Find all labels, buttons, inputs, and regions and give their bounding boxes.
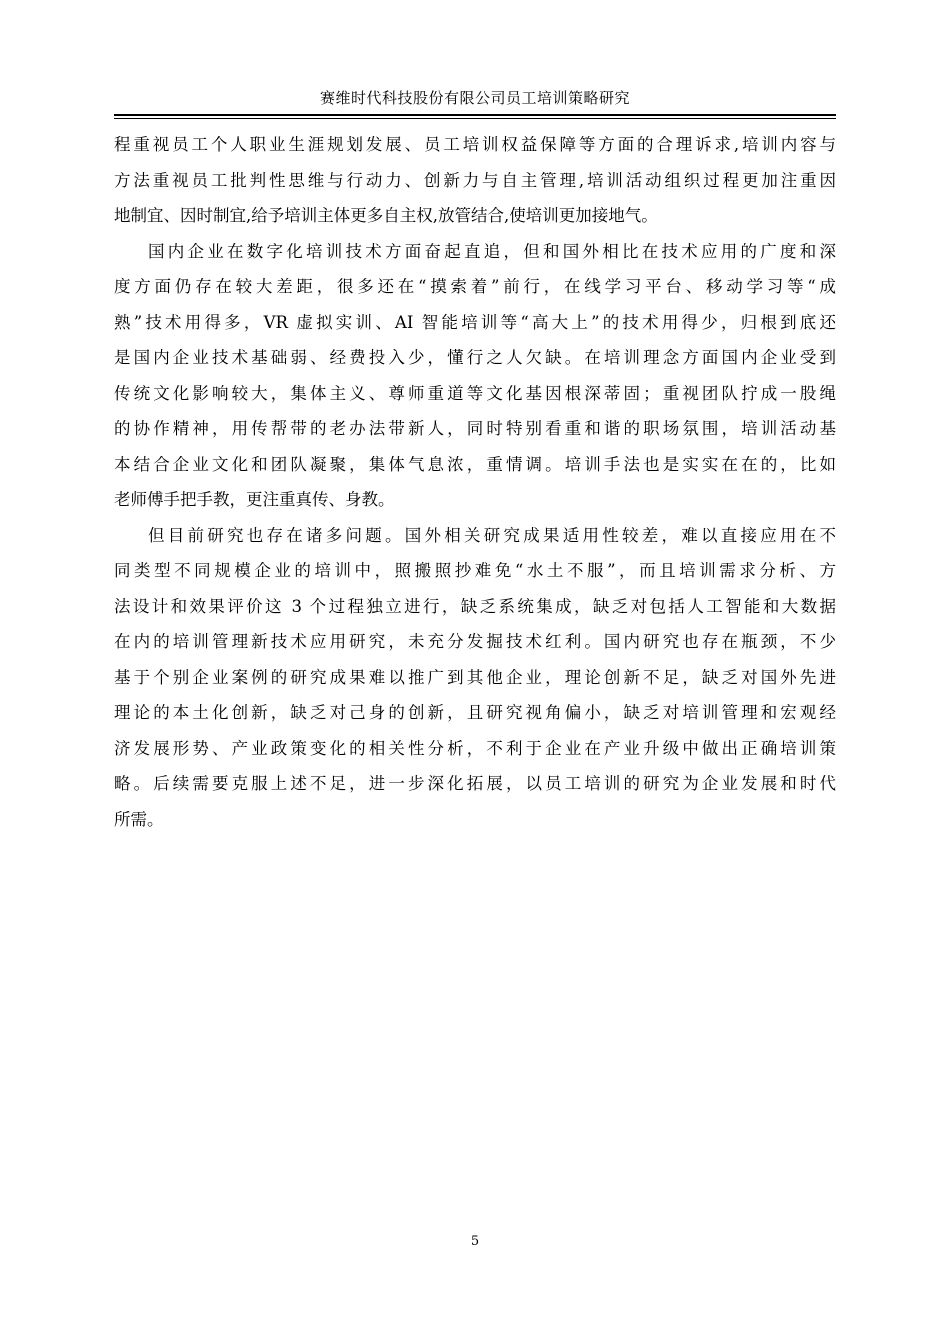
paragraph-2-line-5: 传统文化影响较大，集体主义、尊师重道等文化基因根深蒂固；重视团队拧成一股绳 (114, 383, 836, 403)
paragraph-2-line-2: 度方面仍存在较大差距，很多还在“摸索着”前行，在线学习平台、移动学习等“成 (114, 277, 836, 296)
paragraph-1-line-1: 程重视员工个人职业生涯规划发展、员工培训权益保障等方面的合理诉求,培训内容与 (114, 135, 836, 154)
paragraph-2-line-4: 是国内企业技术基础弱、经费投入少，懂行之人欠缺。在培训理念方面国内企业受到 (114, 348, 836, 367)
paragraph-3-line-5: 基于个别企业案例的研究成果难以推广到其他企业，理论创新不足，缺乏对国外先进 (114, 667, 836, 687)
paragraph-2-line-8: 老师傅手把手教，更注重真传、身教。 (114, 490, 395, 509)
paragraph-3-line-7: 济发展形势、产业政策变化的相关性分析，不利于企业在产业升级中做出正确培训策 (114, 738, 836, 758)
paragraph-3-line-4: 在内的培训管理新技术应用研究，未充分发掘技术红利。国内研究也存在瓶颈，不少 (114, 632, 836, 651)
paragraph-3-line-2: 同类型不同规模企业的培训中，照搬照抄难免“水土不服”，而且培训需求分析、方 (114, 561, 836, 580)
page-number: 5 (470, 1234, 480, 1249)
paragraph-3-line-9: 所需。 (114, 809, 164, 829)
paragraph-3-line-6: 理论的本土化创新，缺乏对己身的创新，且研究视角偏小，缺乏对培训管理和宏观经 (114, 703, 836, 722)
paragraph-3-line-1: 但目前研究也存在诸多问题。国外相关研究成果适用性较差，难以直接应用在不 (148, 525, 836, 545)
paragraph-2-line-7: 本结合企业文化和团队凝聚，集体气息浓，重情调。培训手法也是实实在在的，比如 (114, 454, 836, 474)
paragraph-3-line-8: 略。后续需要克服上述不足，进一步深化拓展，以员工培训的研究为企业发展和时代 (114, 774, 836, 793)
paragraph-2-line-6: 的协作精神，用传帮带的老办法带新人，同时特别看重和谐的职场氛围，培训活动基 (114, 419, 836, 438)
header-rule-thick (114, 114, 836, 116)
paragraph-2-line-1: 国内企业在数字化培训技术方面奋起直追，但和国外相比在技术应用的广度和深 (148, 241, 836, 261)
page-header-title: 赛维时代科技股份有限公司员工培训策略研究 (319, 89, 630, 107)
body-text (114, 127, 836, 837)
paragraph-3-line-3: 法设计和效果评价这 3 个过程独立进行，缺乏系统集成，缺乏对包括人工智能和大数据 (114, 596, 836, 616)
paragraph-1-line-2: 方法重视员工批判性思维与行动力、创新力与自主管理,培训活动组织过程更加注重因 (114, 170, 836, 190)
paragraph-2-line-3: 熟”技术用得多，VR 虚拟实训、AI 智能培训等“高大上”的技术用得少，归根到底还 (114, 312, 836, 332)
paragraph-1-line-3: 地制宜、因时制宜,给予培训主体更多自主权,放管结合,使培训更加接地气。 (114, 206, 658, 225)
header-rule-thin (114, 118, 836, 119)
